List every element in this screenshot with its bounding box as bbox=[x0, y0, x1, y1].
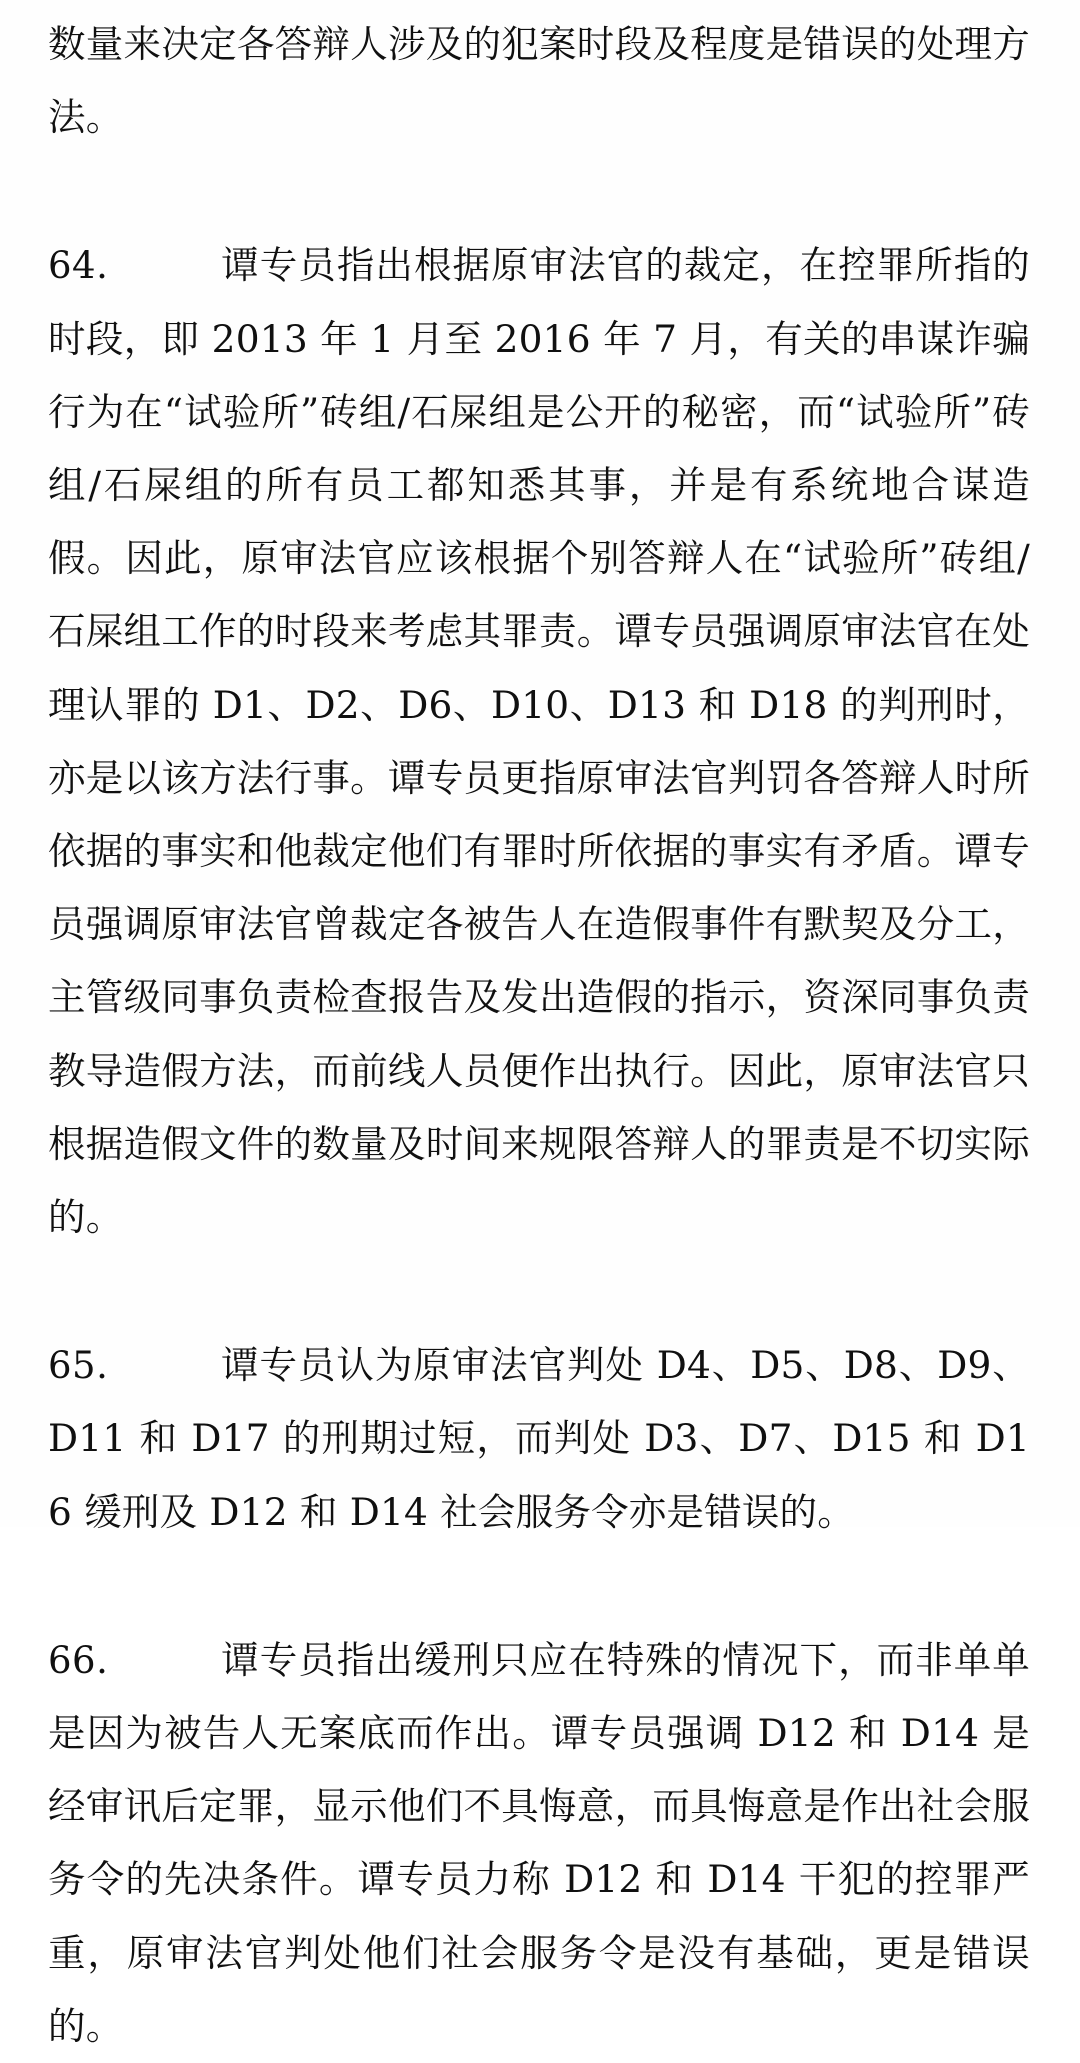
paragraph-64-text: 谭专员指出根据原审法官的裁定，在控罪所指的时段，即 2013 年 1 月至 2016 年 7 月，有关的串谋诈骗行为在“试验所”砖组/石屎组是公开的秘密，而“试验所”砖组/石屎组的所有员工都知悉其事，并是有系统地合谋造假。因此，原审法官应该根据个别答辩人在“试验所”砖组/石屎组工作的时段来考虑其罪责。谭专员强调原审法官在处理认罪的 D1、D2、D6、D10、D13 和 D18 的判刑时，亦是以该方法行事。谭专员更指原审法官判罚各答辩人时所依据的事实和他裁定他们有罪时所依据的事实有矛盾。谭专员强调原审法官曾裁定各被告人在造假事件有默契及分工，主管级同事负责检查报告及发出造假的指示，资深同事负责教导造假方法，而前线人员便作出执行。因此，原审法官只根据造假文件的数量及时间来规限答辩人的罪责是不切实际的。 bbox=[48, 243, 1030, 1240]
paragraph-64 bbox=[48, 229, 1030, 1254]
paragraph-continuation bbox=[48, 8, 1030, 154]
paragraph-continuation-text: 数量来决定各答辩人涉及的犯案时段及程度是错误的处理方法。 bbox=[48, 22, 1030, 140]
paragraph-65-number: 65. bbox=[48, 1344, 109, 1388]
paragraph-66 bbox=[48, 1624, 1030, 2063]
paragraph-66-text: 谭专员指出缓刑只应在特殊的情况下，而非单单是因为被告人无案底而作出。谭专员强调 D12 和 D14 是经审讯后定罪，显示他们不具悔意，而具悔意是作出社会服务令的先决条件。谭专员力称 D12 和 D14 干犯的控罪严重，原审法官判处他们社会服务令是没有基础，更是错误的。 bbox=[48, 1637, 1030, 2048]
paragraph-65 bbox=[48, 1329, 1030, 1549]
paragraph-66-number: 66. bbox=[48, 1638, 109, 1682]
paragraph-65-text: 谭专员认为原审法官判处 D4、D5、D8、D9、D11 和 D17 的刑期过短，而判处 D3、D7、D15 和 D16 缓刑及 D12 和 D14 社会服务令亦是错误的。 bbox=[48, 1343, 1030, 1534]
document-body bbox=[48, 8, 1030, 2063]
paragraph-64-number: 64. bbox=[48, 244, 109, 288]
